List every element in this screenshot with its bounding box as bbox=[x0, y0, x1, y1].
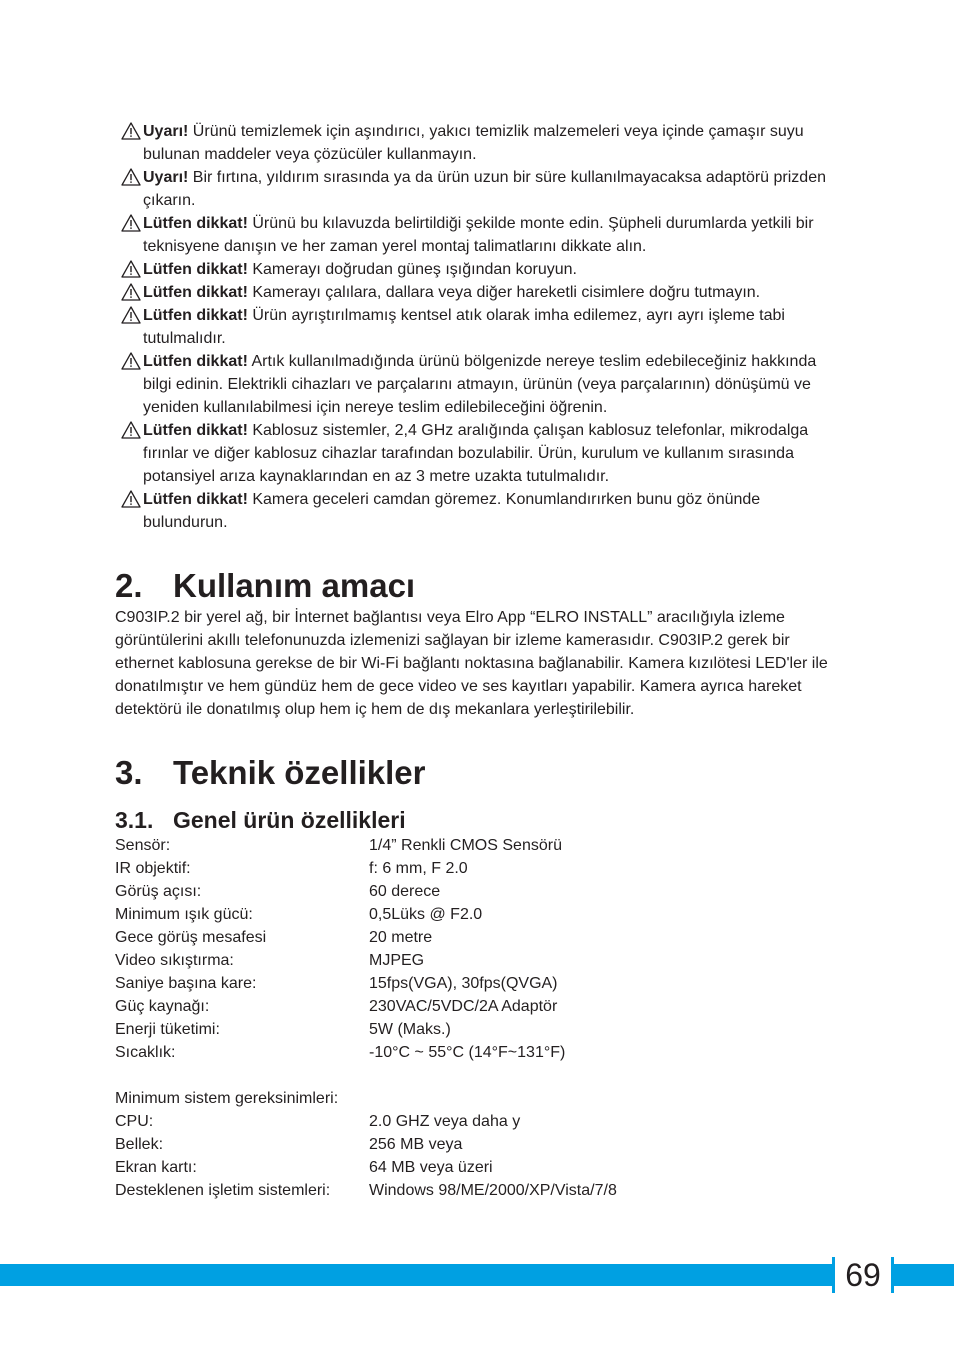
footer-bar bbox=[0, 1264, 954, 1286]
subsection-general-specs bbox=[115, 806, 850, 1202]
spec-row bbox=[115, 1156, 850, 1179]
spec-row bbox=[115, 995, 850, 1018]
spec-label: Ekran kartı: bbox=[115, 1159, 197, 1176]
warning-lead: Lütfen dikkat! bbox=[143, 284, 248, 301]
spec-value: -10°C ~ 55°C (14°F~131°F) bbox=[369, 1044, 566, 1061]
page-number: 69 bbox=[845, 1257, 881, 1293]
warning-triangle-icon bbox=[121, 421, 141, 439]
warning-lead: Lütfen dikkat! bbox=[143, 491, 248, 508]
warning-text: Ürün ayrıştırılmamış kentsel atık olarak imha edilemez, ayrı ayrı işleme tabi tutulmalıdır. bbox=[143, 307, 785, 347]
spec-row bbox=[115, 926, 850, 949]
warning-triangle-icon bbox=[121, 260, 141, 278]
warning-item bbox=[118, 166, 848, 212]
warning-text: Kamera geceleri camdan göremez. Konumlandırırken bunu göz önünde bulundurun. bbox=[143, 491, 761, 531]
warning-lead: Lütfen dikkat! bbox=[143, 422, 248, 439]
spec-value: 1/4” Renkli CMOS Sensörü bbox=[369, 837, 562, 854]
spec-label: Enerji tüketimi: bbox=[115, 1021, 220, 1038]
spacer bbox=[115, 1064, 850, 1087]
spec-row bbox=[115, 880, 850, 903]
spec-label: Sıcaklık: bbox=[115, 1044, 176, 1061]
spec-value: Windows 98/ME/2000/XP/Vista/7/8 bbox=[369, 1182, 617, 1199]
warning-lead: Lütfen dikkat! bbox=[143, 261, 248, 278]
spec-label: Sensör: bbox=[115, 837, 171, 854]
warning-item bbox=[118, 350, 848, 419]
warning-item bbox=[118, 281, 848, 304]
spec-row bbox=[115, 1018, 850, 1041]
spec-row bbox=[115, 1133, 850, 1156]
system-requirements-heading: Minimum sistem gereksinimleri: bbox=[115, 1090, 339, 1107]
warning-triangle-icon bbox=[121, 490, 141, 508]
warning-item bbox=[118, 258, 848, 281]
warning-lead: Uyarı! bbox=[143, 169, 189, 186]
warning-lead: Lütfen dikkat! bbox=[143, 307, 248, 324]
spec-value: 15fps(VGA), 30fps(QVGA) bbox=[369, 975, 558, 992]
warning-triangle-icon bbox=[121, 122, 141, 140]
warning-text: Ürünü bu kılavuzda belirtildiği şekilde monte edin. Şüpheli durumlarda yetkili bir teknisyene danışın ve her zaman yerel montaj talimatlarını dikkate alın. bbox=[143, 215, 814, 255]
section-heading bbox=[115, 753, 850, 793]
spec-label: Desteklenen işletim sistemleri: bbox=[115, 1182, 331, 1199]
subsection-heading bbox=[115, 806, 850, 834]
section-paragraph: C903IP.2 bir yerel ağ, bir İnternet bağlantısı veya Elro App “ELRO INSTALL” aracılığıyla izleme görüntülerini akıllı telefonunuzda izlemenizi sağlayan bir izleme kamerasıdır. C903IP.2 gerek bir ethernet kablosuna gerekse de bir Wi-Fi bağlantı noktasına bağlanabilir. Kamera kızılötesi LED'ler ile donatılmıştır ve hem gündüz hem de gece video ve ses kayıtları yapabilir. Kamera ayrıca hareket detektörü ile donatılmış olup hem iç hem de dış mekanlara yerleştirilebilir. bbox=[115, 609, 828, 718]
spec-label: Minimum ışık gücü: bbox=[115, 906, 253, 923]
section-title: Teknik özellikler bbox=[173, 754, 426, 791]
spec-value: 230VAC/5VDC/2A Adaptör bbox=[369, 998, 558, 1015]
spec-row bbox=[115, 834, 850, 857]
spec-value: 5W (Maks.) bbox=[369, 1021, 451, 1038]
spec-value: 60 derece bbox=[369, 883, 441, 900]
section-title: Kullanım amacı bbox=[173, 567, 416, 604]
warning-text: Kamerayı çalılara, dallara veya diğer hareketli cisimlere doğru tutmayın. bbox=[247, 284, 761, 301]
spec-row bbox=[115, 1110, 850, 1133]
spec-label: Bellek: bbox=[115, 1136, 164, 1153]
system-requirements-table bbox=[115, 1110, 850, 1202]
spec-table bbox=[115, 834, 850, 1064]
warning-item bbox=[118, 488, 848, 534]
spec-value: 2.0 GHZ veya daha y bbox=[369, 1113, 521, 1130]
warning-lead: Lütfen dikkat! bbox=[143, 215, 248, 232]
spec-label: Gece görüş mesafesi bbox=[115, 929, 267, 946]
warning-item bbox=[118, 304, 848, 350]
spec-label: Saniye başına kare: bbox=[115, 975, 257, 992]
warning-text: Kamerayı doğrudan güneş ışığından koruyun. bbox=[247, 261, 577, 278]
warning-lead: Uyarı! bbox=[143, 123, 189, 140]
warning-triangle-icon bbox=[121, 352, 141, 370]
spec-row bbox=[115, 903, 850, 926]
warning-text: Kablosuz sistemler, 2,4 GHz aralığında çalışan kablosuz telefonlar, mikrodalga fırınlar ve diğer kablosuz cihazlar tarafından bozulabilir. Ürün, kurulum ve kullanım sırasında potansiyel arıza kaynaklarından en az 3 metre uzakta tutulmalıdır. bbox=[143, 422, 809, 485]
spec-row bbox=[115, 1179, 850, 1202]
spec-label: Güç kaynağı: bbox=[115, 998, 210, 1015]
warning-item bbox=[118, 212, 848, 258]
section-heading bbox=[115, 566, 850, 606]
section-number: 2. bbox=[115, 567, 143, 604]
spec-label: IR objektif: bbox=[115, 860, 191, 877]
spec-value: 256 MB veya bbox=[369, 1136, 463, 1153]
subsection-number: 3.1. bbox=[115, 807, 154, 833]
spec-row bbox=[115, 857, 850, 880]
warning-item bbox=[118, 120, 848, 166]
spec-value: 64 MB veya üzeri bbox=[369, 1159, 493, 1176]
spec-value: 20 metre bbox=[369, 929, 433, 946]
spec-label: CPU: bbox=[115, 1113, 154, 1130]
warning-lead: Lütfen dikkat! bbox=[143, 353, 248, 370]
section-number: 3. bbox=[115, 754, 143, 791]
warning-triangle-icon bbox=[121, 168, 141, 186]
warning-item bbox=[118, 419, 848, 488]
spec-value: 0,5Lüks @ F2.0 bbox=[369, 906, 483, 923]
warning-text: Bir fırtına, yıldırım sırasında ya da ürün uzun bir süre kullanılmayacaksa adaptörü prizden çıkarın. bbox=[143, 169, 826, 209]
spec-value: MJPEG bbox=[369, 952, 425, 969]
subsection-title: Genel ürün özellikleri bbox=[173, 807, 406, 833]
warning-triangle-icon bbox=[121, 214, 141, 232]
warning-triangle-icon bbox=[121, 306, 141, 324]
warning-text: Ürünü temizlemek için aşındırıcı, yakıcı temizlik malzemeleri veya içinde çamaşır suyu bulunan maddeler veya çözücüler kullanmayın. bbox=[143, 123, 804, 163]
warning-triangle-icon bbox=[121, 283, 141, 301]
section-technical-specs bbox=[115, 753, 850, 793]
spec-value: f: 6 mm, F 2.0 bbox=[369, 860, 468, 877]
section-intended-use bbox=[115, 566, 850, 721]
warning-text: Artık kullanılmadığında ürünü bölgenizde nereye teslim edebileceğiniz hakkında bilgi edinin. Elektrikli cihazları ve parçalarını atmayın, ürünün (veya parçalarının) dönüşümü ve yeniden kullanılabilmesi için nereye teslim edilebileceğini öğrenin. bbox=[143, 353, 817, 416]
spec-row bbox=[115, 1041, 850, 1064]
spec-row bbox=[115, 949, 850, 972]
spec-row bbox=[115, 972, 850, 995]
spec-label: Görüş açısı: bbox=[115, 883, 202, 900]
warning-list bbox=[118, 120, 848, 534]
spec-label: Video sıkıştırma: bbox=[115, 952, 234, 969]
